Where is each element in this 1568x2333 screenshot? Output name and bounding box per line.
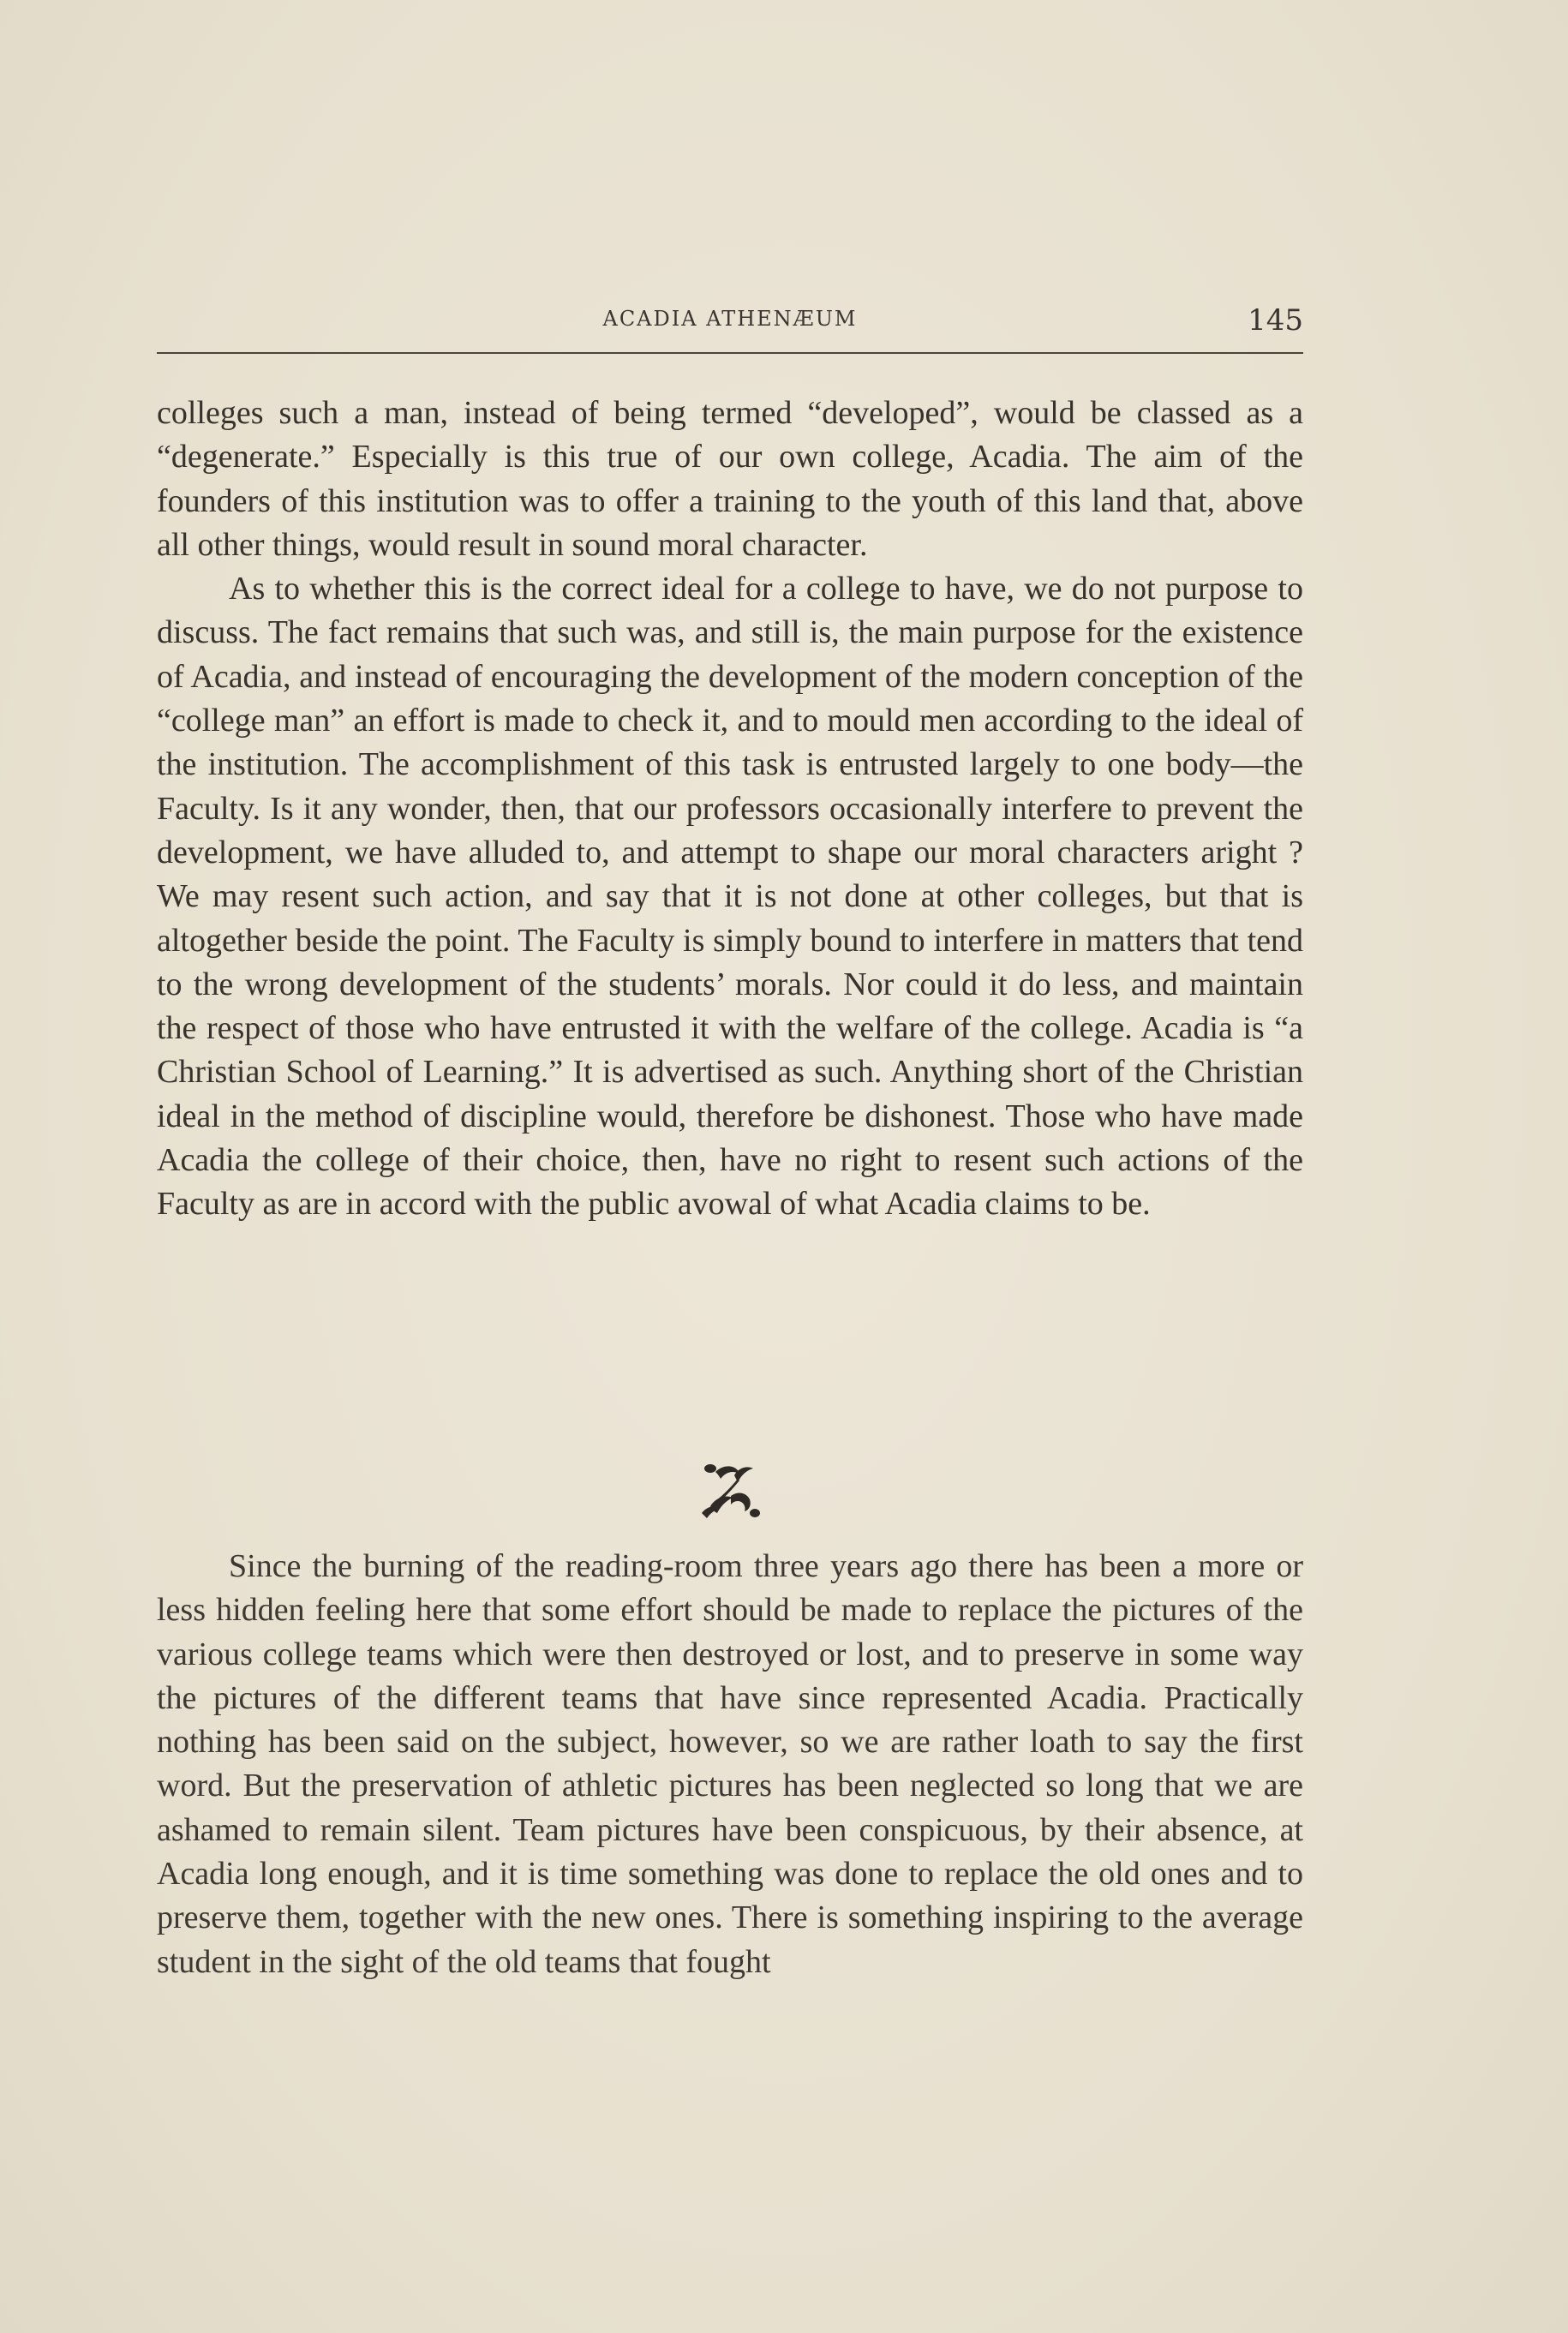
text-block-lower <box>157 1545 1303 1984</box>
running-title: ACADIA ATHENÆUM <box>602 307 858 331</box>
paragraph-1: colleges such a man, instead of being termed “developed”, would be classed as a “degenerate.” Especially is this true of our own college, Acadia. The aim of the founders of this institution was to offer a training to the youth of this land that, above all other things, would result in sound moral character. <box>157 395 1303 563</box>
fleuron-ornament-icon <box>690 1457 767 1525</box>
page-number: 145 <box>1248 303 1303 338</box>
text-block-upper <box>157 392 1303 1227</box>
header-rule <box>157 352 1303 354</box>
running-header <box>157 303 1303 350</box>
paragraph-3: Since the burning of the reading-room three years ago there has been a more or less hidden feeling here that some effort should be made to replace the pictures of the various college teams which were then destroyed or lost, and to preserve in some way the pictures of the different teams that have since represented Acadia. Practically nothing has been said on the subject, however, so we are rather loath to say the first word. But the preservation of athletic pictures has been neglected so long that we are ashamed to remain silent. Team pictures have been conspicuous, by their absence, at Acadia long enough, and it is time something was done to replace the old ones and to preserve them, together with the new ones. There is something inspiring to the average student in the sight of the old teams that fought <box>157 1548 1303 1980</box>
paragraph-2: As to whether this is the correct ideal for a college to have, we do not purpose to discuss. The fact remains that such was, and still is, the main purpose for the existence of Acadia, and instead of encouraging the development of the modern conception of the “college man” an effort is made to check it, and to mould men according to the ideal of the institution. The accomplishment of this task is entrusted largely to one body—the Faculty. Is it any wonder, then, that our professors occasionally interfere to prevent the development, we have alluded to, and attempt to shape our moral characters aright ? We may resent such action, and say that it is not done at other colleges, but that is altogether beside the point. The Faculty is simply bound to interfere in matters that tend to the wrong development of the students’ morals. Nor could it do less, and maintain the respect of those who have entrusted it with the welfare of the college. Acadia is “a Christian School of Learning.” It is advertised as such. Anything short of the Christian ideal in the method of discipline would, therefore be dishonest. Those who have made Acadia the college of their choice, then, have no right to resent such actions of the Faculty as are in accord with the public avowal of what Acadia claims to be. <box>157 571 1303 1223</box>
